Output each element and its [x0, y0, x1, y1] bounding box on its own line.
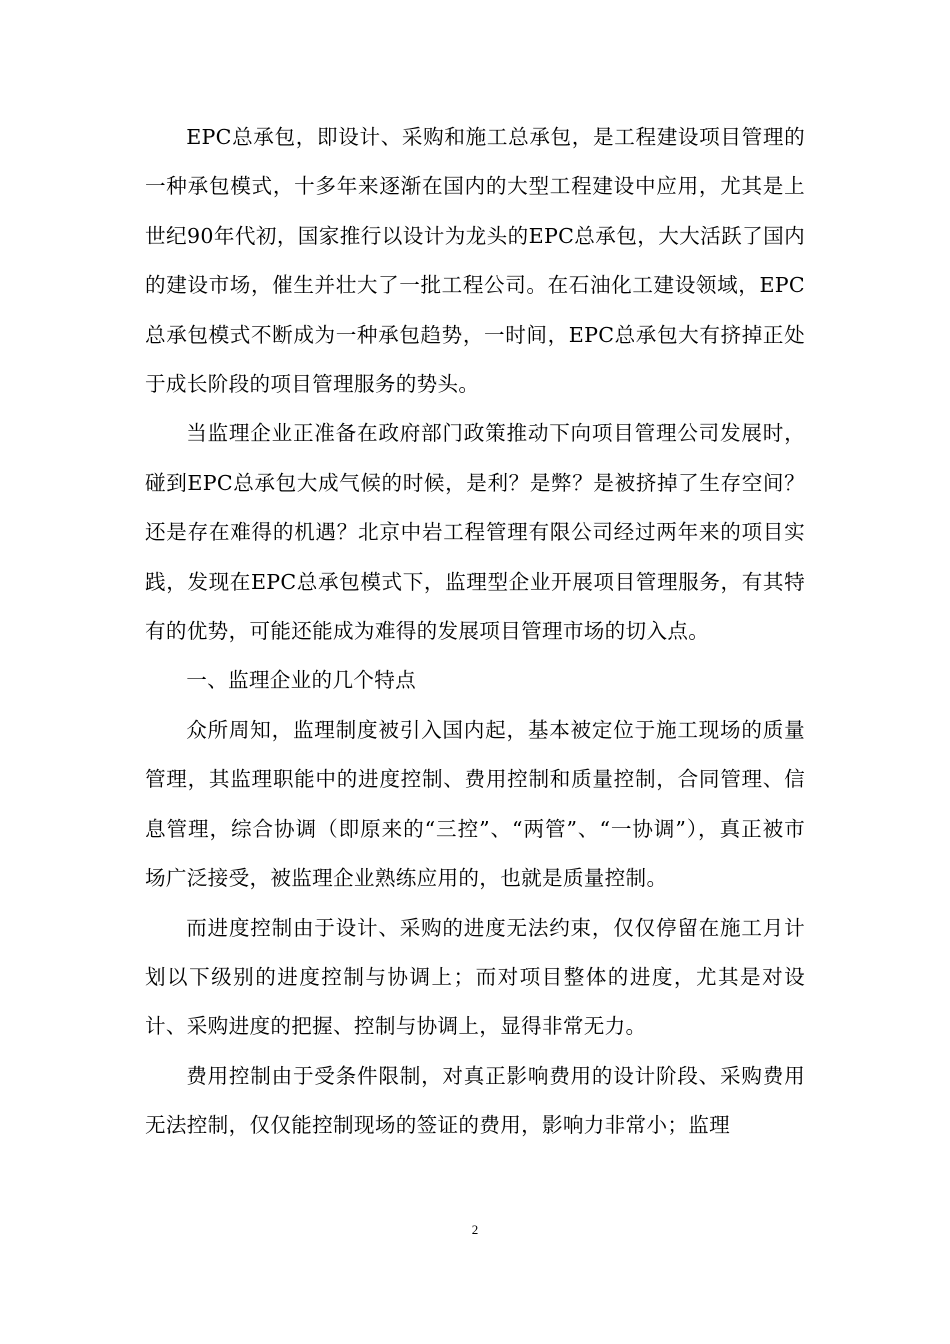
page-number: 2: [471, 1222, 479, 1237]
paragraph-schedule-control: 而进度控制由于设计、采购的进度无法约束，仅仅停留在施工月计划以下级别的进度控制与协调上；而对项目整体的进度，尤其是对设计、采购进度的把握、控制与协调上，显得非常无力。: [145, 915, 805, 1039]
paragraph-supervision-system: 众所周知，监理制度被引入国内起，基本被定位于施工现场的质量管理，其监理职能中的进度控制、费用控制和质量控制，合同管理、信息管理，综合协调（即原来的“三控”、“两管”、“一协调”），真正被市场广泛接受，被监理企业熟练应用的，也就是质量控制。: [145, 717, 805, 891]
document-body: [145, 113, 805, 1151]
paragraph-epc-intro: EPC总承包，即设计、采购和施工总承包，是工程建设项目管理的一种承包模式，十多年来逐渐在国内的大型工程建设中应用，尤其是上世纪90年代初，国家推行以设计为龙头的EPC总承包，大大活跃了国内的建设市场，催生并壮大了一批工程公司。在石油化工建设领域，EPC总承包模式不断成为一种承包趋势，一时间，EPC总承包大有挤掉正处于成长阶段的项目管理服务的势头。: [145, 125, 805, 397]
section-heading-supervision-features: 一、监理企业的几个特点: [186, 668, 417, 693]
paragraph-supervision-opportunity: 当监理企业正准备在政府部门政策推动下向项目管理公司发展时，碰到EPC总承包大成气候的时候，是利？是弊？是被挤掉了生存空间？还是存在难得的机遇？北京中岩工程管理有限公司经过两年来的项目实践，发现在EPC总承包模式下，监理型企业开展项目管理服务，有其特有的优势，可能还能成为难得的发展项目管理市场的切入点。: [145, 421, 805, 644]
paragraph-cost-control: 费用控制由于受条件限制，对真正影响费用的设计阶段、采购费用无法控制，仅仅能控制现场的签证的费用，影响力非常小；监理: [145, 1063, 805, 1138]
